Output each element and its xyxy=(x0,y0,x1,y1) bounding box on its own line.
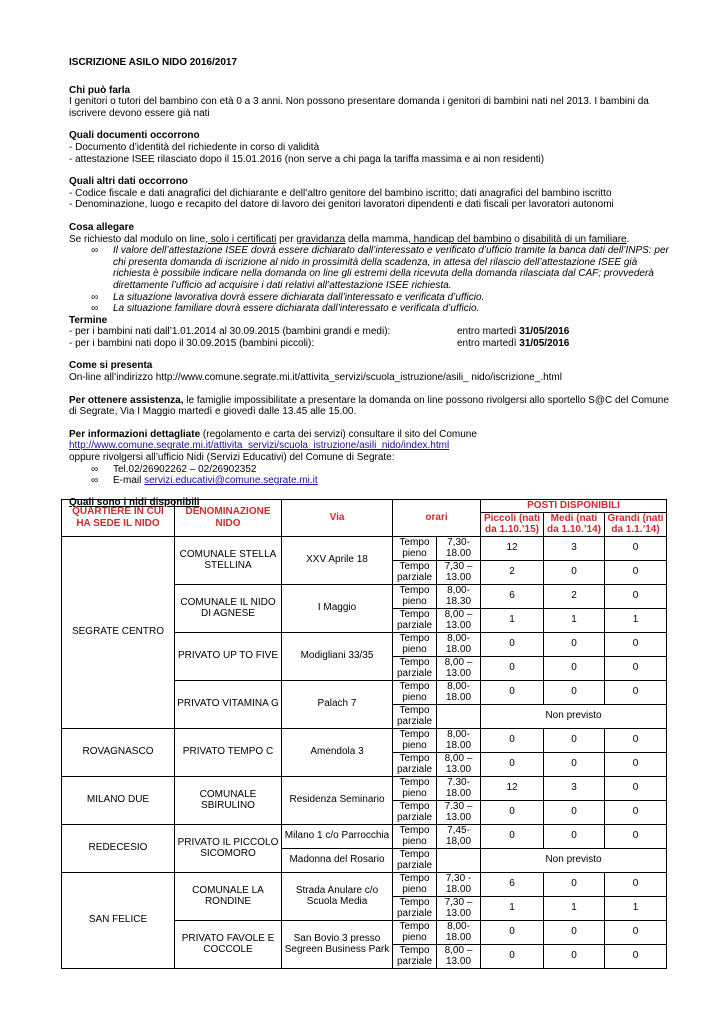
quartiere-cell: REDECESIO xyxy=(62,824,175,872)
section-assistenza xyxy=(69,395,669,418)
grandi-cell: 0 xyxy=(605,872,667,896)
medi-cell: 0 xyxy=(544,680,605,704)
header-denominazione: DENOMINAZIONE NIDO xyxy=(175,500,282,537)
nido-name-cell: PRIVATO IL PICCOLO SICOMORO xyxy=(175,824,282,872)
nido-name-cell: COMUNALE LA RONDINE xyxy=(175,872,282,920)
piccoli-cell: 0 xyxy=(481,944,544,968)
intro-part: . xyxy=(626,233,630,245)
section-termine xyxy=(69,315,669,350)
piccoli-cell: 1 xyxy=(481,896,544,920)
nido-name-cell: COMUNALE SBIRULINO xyxy=(175,776,282,824)
orario-cell: 8,00-18.00 xyxy=(437,632,481,656)
medi-cell: 0 xyxy=(544,824,605,848)
piccoli-cell: 6 xyxy=(481,584,544,608)
list-item xyxy=(69,303,669,315)
tempo-cell: Tempo parziale xyxy=(393,800,437,824)
nidi-heading: Quali sono i nidi disponibili xyxy=(69,496,200,508)
grandi-cell: 1 xyxy=(605,896,667,920)
orario-cell: 8,00-18.00 xyxy=(437,920,481,944)
termine-date: 31/05/2016 xyxy=(519,337,570,349)
orario-cell: 7,30 - 18.00 xyxy=(437,872,481,896)
grandi-cell: 0 xyxy=(605,800,667,824)
grandi-cell: 0 xyxy=(605,536,667,560)
nido-name-cell: PRIVATO FAVOLE E COCCOLE xyxy=(175,920,282,968)
info-body: (regolamento e carta dei servizi) consultare il sito del Comune xyxy=(200,428,477,440)
orario-cell: 8,00-18.00 xyxy=(437,680,481,704)
piccoli-cell: 0 xyxy=(481,920,544,944)
tempo-cell: Tempo parziale xyxy=(393,752,437,776)
header-via: Via xyxy=(282,500,393,537)
tempo-cell: Tempo pieno xyxy=(393,680,437,704)
nido-name-cell: COMUNALE STELLA STELLINA xyxy=(175,536,282,584)
quartiere-cell: SAN FELICE xyxy=(62,872,175,968)
assistenza-bold: Per ottenere assistenza, xyxy=(69,394,184,406)
orario-cell: 8,00 – 13.00 xyxy=(437,752,481,776)
grandi-cell: 1 xyxy=(605,608,667,632)
tempo-cell: Tempo pieno xyxy=(393,824,437,848)
piccoli-cell: 1 xyxy=(481,608,544,632)
orario-cell: 7.30-18.00 xyxy=(437,776,481,800)
medi-cell: 3 xyxy=(544,536,605,560)
section-heading: Termine xyxy=(69,314,108,326)
grandi-cell: 0 xyxy=(605,944,667,968)
allegare-list xyxy=(69,245,669,315)
section-heading: Quali altri dati occorrono xyxy=(69,176,188,188)
intro-part: certificati xyxy=(236,233,277,245)
section-heading: Come si presenta xyxy=(69,360,153,372)
tempo-cell: Tempo parziale xyxy=(393,560,437,584)
medi-cell: 1 xyxy=(544,896,605,920)
medi-cell: 0 xyxy=(544,752,605,776)
piccoli-cell: 0 xyxy=(481,728,544,752)
orario-cell: 8,00 – 13.00 xyxy=(437,656,481,680)
termine-left: - per i bambini nati dopo il 30.09.2015 (bambini piccoli): xyxy=(69,337,315,349)
medi-cell: 0 xyxy=(544,800,605,824)
grandi-cell: 0 xyxy=(605,680,667,704)
section-documenti xyxy=(69,130,669,165)
tempo-cell: Tempo pieno xyxy=(393,872,437,896)
piccoli-cell: 0 xyxy=(481,680,544,704)
orario-cell: 8,00-18.00 xyxy=(437,728,481,752)
termine-left: - per i bambini nati dall’1.01.2014 al 30.09.2015 (bambini grandi e medi): xyxy=(69,326,391,338)
infinity-bullet-icon: ∞ xyxy=(91,291,99,303)
header-grandi: Grandi (nati da 1.1.’14) xyxy=(605,512,667,536)
allegare-intro xyxy=(69,234,669,246)
tempo-cell: Tempo parziale xyxy=(393,704,437,728)
orario-cell: 7,30-18.00 xyxy=(437,536,481,560)
via-cell: Palach 7 xyxy=(282,680,393,728)
list-item-text: Il valore dell’attestazione ISEE dovrà essere dichiarato dall’interessato e verificato d’ufficio tramite la banca dati dell’INPS: per chi presenta domanda di iscrizione al nido in prossimità della scadenza, in attesa del rilascio dell’attestazione ISEE già richiesta è possibile indicare nella domanda on line gli estremi della ricevuta della domanda rilasciata dal CAF; provvederà direttamente l’ufficio ad acquisire i dati relativi all’attestazione ISEE richiesta. xyxy=(113,245,669,291)
intro-part: gravidanza xyxy=(296,233,346,245)
quartiere-cell: SEGRATE CENTRO xyxy=(62,536,175,728)
list-item-text: La situazione familiare dovrà essere dichiarata dall’interessato e verificata d’ufficio. xyxy=(113,303,480,315)
info-text xyxy=(69,429,669,441)
tempo-cell: Tempo pieno xyxy=(393,728,437,752)
intro-part: per xyxy=(276,233,297,245)
table-row xyxy=(62,536,667,560)
medi-cell: 0 xyxy=(544,632,605,656)
via-cell: Strada Anulare c/o Scuola Media xyxy=(282,872,393,920)
tempo-cell: Tempo pieno xyxy=(393,632,437,656)
via-cell: I Maggio xyxy=(282,584,393,632)
table-row xyxy=(62,824,667,848)
termine-row xyxy=(69,326,669,338)
phone-text: Tel.02/26902262 – 02/26902352 xyxy=(113,463,257,475)
section-text: I genitori o tutori del bambino con età 0 a 3 anni. Non possono presentare domanda i genitori di bambini nati nel 2013. I bambini da iscrivere devono essere già nati xyxy=(69,96,649,119)
via-cell: Residenza Seminario xyxy=(282,776,393,824)
orario-cell: 8,00 – 13.00 xyxy=(437,608,481,632)
table-row xyxy=(62,776,667,800)
header-quartiere: QUARTIERE IN CUI HA SEDE IL NIDO xyxy=(62,500,175,537)
contact-list xyxy=(69,464,669,487)
medi-cell: 0 xyxy=(544,656,605,680)
piccoli-cell: 0 xyxy=(481,656,544,680)
section-heading: Chi può farla xyxy=(69,84,131,96)
tempo-cell: Tempo parziale xyxy=(393,896,437,920)
tempo-cell: Tempo pieno xyxy=(393,776,437,800)
tempo-cell: Tempo parziale xyxy=(393,848,437,872)
orario-cell xyxy=(437,848,481,872)
infinity-bullet-icon: ∞ xyxy=(91,475,99,487)
nido-name-cell: PRIVATO TEMPO C xyxy=(175,728,282,776)
info-line: oppure rivolgersi all’ufficio Nidi (Servizi Educativi) del Comune di Segrate: xyxy=(69,452,395,464)
email-link[interactable]: servizi.educativi@comune.segrate.mi.it xyxy=(144,475,318,487)
grandi-cell: 0 xyxy=(605,776,667,800)
grandi-cell: 0 xyxy=(605,560,667,584)
orario-cell xyxy=(437,704,481,728)
intro-part: , solo i xyxy=(205,233,237,245)
infinity-bullet-icon: ∞ xyxy=(91,245,99,257)
orario-cell: 7,30 – 13.00 xyxy=(437,560,481,584)
via-cell: San Bovio 3 presso Segreen Business Park xyxy=(282,920,393,968)
orario-cell: 8,00-18.30 xyxy=(437,584,481,608)
intro-part: della mamma xyxy=(345,233,409,245)
via-cell: Madonna del Rosario xyxy=(282,848,393,872)
table-row xyxy=(62,872,667,896)
list-item xyxy=(69,245,669,291)
table-row xyxy=(62,728,667,752)
medi-cell: 0 xyxy=(544,872,605,896)
nido-name-cell: PRIVATO UP TO FIVE xyxy=(175,632,282,680)
orario-cell: 7.30 – 13.00 xyxy=(437,800,481,824)
piccoli-cell: 0 xyxy=(481,824,544,848)
list-item-text: La situazione lavorativa dovrà essere dichiarata dall’interessato e verificata d’ufficio. xyxy=(113,291,485,303)
quartiere-cell: ROVAGNASCO xyxy=(62,728,175,776)
piccoli-cell: 0 xyxy=(481,632,544,656)
termine-row xyxy=(69,338,669,350)
list-item xyxy=(69,464,669,476)
section-altri-dati xyxy=(69,176,669,211)
piccoli-cell: 12 xyxy=(481,536,544,560)
termine-right-text: entro martedì xyxy=(457,326,520,338)
orario-cell: 7,45-18,00 xyxy=(437,824,481,848)
medi-cell: 0 xyxy=(544,728,605,752)
piccoli-cell: 2 xyxy=(481,560,544,584)
termine-right-text: entro martedì xyxy=(457,337,520,349)
grandi-cell: 0 xyxy=(605,632,667,656)
infinity-bullet-icon: ∞ xyxy=(91,463,99,475)
section-chi xyxy=(69,85,669,120)
medi-cell: 0 xyxy=(544,560,605,584)
via-cell: Modigliani 33/35 xyxy=(282,632,393,680)
header-orari: orari xyxy=(393,500,481,537)
tempo-cell: Tempo parziale xyxy=(393,656,437,680)
section-text: On-line all’indirizzo http://www.comune.segrate.mi.it/attivita_servizi/scuola_istruzione/asili_ nido/iscrizione_.html xyxy=(69,372,562,384)
quartiere-cell: MILANO DUE xyxy=(62,776,175,824)
medi-cell: 1 xyxy=(544,608,605,632)
via-cell: Milano 1 c/o Parrocchia xyxy=(282,824,393,848)
grandi-cell: 0 xyxy=(605,752,667,776)
dati-line: - Denominazione, luogo e recapito del datore di lavoro dei genitori lavoratori dipendenti e dati fiscali per lavoratori autonomi xyxy=(69,199,614,211)
intro-part: disabilità di un familiare xyxy=(522,233,627,245)
termine-right xyxy=(457,326,569,338)
intro-part: Se richiesto dal modulo on line xyxy=(69,233,206,245)
header-posti: POSTI DISPONIBILI xyxy=(481,500,667,513)
section-come xyxy=(69,360,669,383)
grandi-cell: 0 xyxy=(605,656,667,680)
document-body xyxy=(69,57,669,508)
tempo-cell: Tempo pieno xyxy=(393,536,437,560)
intro-part: , handicap del bambino xyxy=(408,233,512,245)
medi-cell: 3 xyxy=(544,776,605,800)
header-medi: Medi (nati da 1.10.’14) xyxy=(544,512,605,536)
tempo-cell: Tempo parziale xyxy=(393,608,437,632)
document-title: ISCRIZIONE ASILO NIDO 2016/2017 xyxy=(69,57,238,68)
piccoli-cell: 6 xyxy=(481,872,544,896)
via-cell: XXV Aprile 18 xyxy=(282,536,393,584)
doc-line: - Documento d’identità del richiedente in corso di validità xyxy=(69,141,320,153)
intro-part: o xyxy=(511,233,523,245)
via-cell: Amendola 3 xyxy=(282,728,393,776)
termine-date: 31/05/2016 xyxy=(519,326,570,338)
section-heading: Quali documenti occorrono xyxy=(69,130,200,142)
infinity-bullet-icon: ∞ xyxy=(91,303,99,315)
info-bold: Per informazioni dettagliate xyxy=(69,428,201,440)
tempo-cell: Tempo pieno xyxy=(393,584,437,608)
piccoli-cell: 0 xyxy=(481,752,544,776)
tempo-cell: Tempo parziale xyxy=(393,944,437,968)
tempo-cell: Tempo pieno xyxy=(393,920,437,944)
non-previsto-cell: Non previsto xyxy=(481,848,667,872)
grandi-cell: 0 xyxy=(605,824,667,848)
email-label: E-mail xyxy=(113,475,145,487)
grandi-cell: 0 xyxy=(605,920,667,944)
termine-right xyxy=(457,338,569,350)
assistenza-text xyxy=(69,395,669,418)
non-previsto-cell: Non previsto xyxy=(481,704,667,728)
nido-name-cell: COMUNALE IL NIDO DI AGNESE xyxy=(175,584,282,632)
info-link[interactable]: http://www.comune.segrate.mi.it/attivita_servizi/scuola_istruzione/asili_nido/index.html xyxy=(69,440,450,452)
section-info xyxy=(69,429,669,487)
piccoli-cell: 0 xyxy=(481,800,544,824)
list-item xyxy=(69,475,669,487)
list-item xyxy=(69,292,669,304)
dati-line: - Codice fiscale e dati anagrafici del dichiarante e dell’altro genitore del bambino iscritto; dati anagrafici del bambino iscritto xyxy=(69,187,612,199)
doc-line: - attestazione ISEE rilasciato dopo il 15.01.2016 (non serve a chi paga la tariffa massima e ai non residenti) xyxy=(69,153,545,165)
grandi-cell: 0 xyxy=(605,584,667,608)
medi-cell: 0 xyxy=(544,944,605,968)
header-piccoli: Piccoli (nati da 1.10.’15) xyxy=(481,512,544,536)
orario-cell: 8,00 – 13.00 xyxy=(437,944,481,968)
assistenza-body: le famiglie impossibilitate a presentare la domanda on line possono rivolgersi allo sportello S@C del Comune di Segrate, Via I Maggio martedì e giovedì dalle 13.45 alle 15.00. xyxy=(69,394,669,418)
section-heading: Cosa allegare xyxy=(69,221,135,233)
grandi-cell: 0 xyxy=(605,728,667,752)
medi-cell: 2 xyxy=(544,584,605,608)
orario-cell: 7,30 – 13.00 xyxy=(437,896,481,920)
section-allegare xyxy=(69,222,669,315)
nido-name-cell: PRIVATO VITAMINA G xyxy=(175,680,282,728)
medi-cell: 0 xyxy=(544,920,605,944)
piccoli-cell: 12 xyxy=(481,776,544,800)
nidi-table xyxy=(61,496,667,969)
